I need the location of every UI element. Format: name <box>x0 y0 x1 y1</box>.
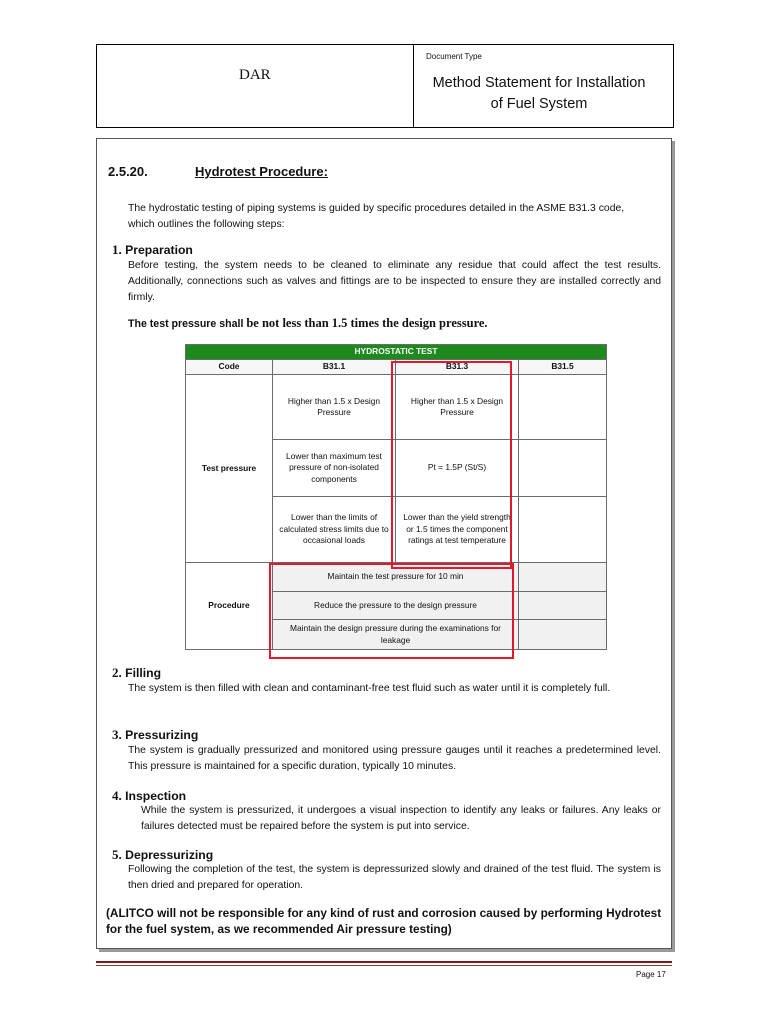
row-header-test-pressure: Test pressure <box>186 375 273 563</box>
table-cell <box>519 375 607 440</box>
document-title <box>419 73 659 115</box>
document-header <box>96 44 674 128</box>
section-number: 2.5.20. <box>108 164 148 179</box>
hydrostatic-test-table <box>185 344 607 650</box>
column-header-b31-5: B31.5 <box>519 360 607 375</box>
document-title-line-1: Method Statement for Installation <box>432 75 646 91</box>
step-text-preparation: Before testing, the system needs to be cleaned to eliminate any residue that could affect the test results. Additionally, connections such as valves and fittings are to be inspected to ensure they are installed correctly and firmly. <box>128 260 661 303</box>
table-cell: Pt = 1.5P (St/S) <box>396 440 519 497</box>
table-cell <box>519 497 607 563</box>
step-title: Filling <box>125 666 162 680</box>
document-title-line-2: of Fuel System <box>490 96 588 112</box>
step-number: 2. <box>112 665 122 680</box>
step-title: Pressurizing <box>125 728 199 742</box>
step-number: 1. <box>112 242 122 257</box>
step-title: Preparation <box>125 243 193 257</box>
table-cell: Lower than maximum test pressure of non-isolated components <box>273 440 396 497</box>
footer-rule-thin <box>96 965 672 966</box>
procedure-step: Maintain the design pressure during the examinations for leakage <box>273 620 519 650</box>
footer-rule <box>96 961 672 963</box>
header-doctype-cell <box>414 45 673 127</box>
table-cell: Higher than 1.5 x Design Pressure <box>273 375 396 440</box>
procedure-step: Maintain the test pressure for 10 min <box>273 563 519 592</box>
step-heading-depressurizing <box>112 847 213 863</box>
table-cell: Lower than the limits of calculated stress limits due to occasional loads <box>273 497 396 563</box>
table-cell: Higher than 1.5 x Design Pressure <box>396 375 519 440</box>
column-header-code: Code <box>186 360 273 375</box>
table-cell <box>519 620 607 650</box>
row-header-procedure: Procedure <box>186 563 273 650</box>
table-cell: Lower than the yield strength or 1.5 times the component ratings at test temperature <box>396 497 519 563</box>
step-number: 5. <box>112 847 122 862</box>
section-title: Hydrotest Procedure: <box>195 164 328 179</box>
header-company-cell <box>97 45 414 127</box>
step-heading-filling <box>112 665 161 681</box>
step-number: 3. <box>112 727 122 742</box>
step-heading-pressurizing <box>112 727 198 743</box>
column-header-b31-3: B31.3 <box>396 360 519 375</box>
column-header-b31-1: B31.1 <box>273 360 396 375</box>
table-cell <box>519 592 607 620</box>
test-pressure-statement <box>128 316 488 331</box>
step-title: Depressurizing <box>125 848 214 862</box>
step-heading-preparation <box>112 242 193 258</box>
step-text-filling: The system is then filled with clean and contaminant-free test fluid such as water until it is completely full. <box>128 683 611 694</box>
step-number: 4. <box>112 788 122 803</box>
table-title: HYDROSTATIC TEST <box>186 345 607 360</box>
step-text-inspection: While the system is pressurized, it undergoes a visual inspection to identify any leaks or failures. Any leaks or failures detected must be repaired before the system is put into service. <box>141 805 661 832</box>
page-number: Page 17 <box>636 970 666 979</box>
content-frame <box>96 138 672 949</box>
company-name: DAR <box>239 67 271 83</box>
test-pressure-statement-part-1: The test pressure shall <box>128 318 247 330</box>
test-pressure-statement-part-2: be not less than 1.5 times the design pressure. <box>246 316 488 330</box>
table-cell <box>519 440 607 497</box>
procedure-step: Reduce the pressure to the design pressure <box>273 592 519 620</box>
table-cell <box>519 563 607 592</box>
step-text-depressurizing: Following the completion of the test, the system is depressurized slowly and drained of the test fluid. The system is then dried and prepared for operation. <box>128 864 661 891</box>
step-heading-inspection <box>112 788 186 804</box>
doctype-label: Document Type <box>426 52 482 61</box>
step-text-pressurizing: The system is gradually pressurized and monitored using pressure gauges until it reaches a predetermined level. This pressure is maintained for a specific duration, typically 10 minutes. <box>128 745 661 772</box>
section-intro: The hydrostatic testing of piping systems is guided by specific procedures detailed in the ASME B31.3 code, which outlines the following steps: <box>128 203 625 230</box>
disclaimer-note: (ALITCO will not be responsible for any kind of rust and corrosion caused by performing Hydrotest for the fuel system, as we recommended Air pressure testing) <box>106 906 662 936</box>
step-title: Inspection <box>125 789 187 803</box>
